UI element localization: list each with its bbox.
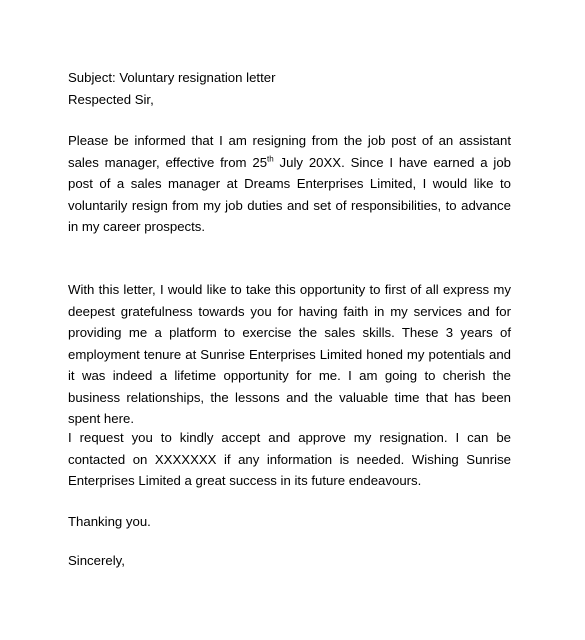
paragraph-1-text-b: July 20XX. Since I have earned a job post of a sales manager at Dreams Enterprises Limited, I would like to voluntarily resign from my job duties and set of responsibilities, to advance in my career prospects.	[68, 154, 511, 234]
salutation: Respected Sir,	[68, 91, 154, 107]
paragraph-3: I request you to kindly accept and approve my resignation. I can be contacted on XXXXXXX if any information is needed. Wishing Sunrise Enterprises Limited a great success in its future endeavours.	[68, 430, 511, 488]
thanks-line: Thanking you.	[68, 514, 151, 529]
letter-header	[68, 67, 511, 110]
paragraph-1	[68, 130, 511, 238]
subject-line: Subject: Voluntary resignation letter	[68, 70, 276, 85]
closing-line: Sincerely,	[68, 553, 125, 568]
paragraph-2: With this letter, I would like to take this opportunity to first of all express my deepest gratefulness towards you for having faith in my services and for providing me a platform to exercise the sales skills. These 3 years of employment tenure at Sunrise Enterprises Limited honed my potentials and it was indeed a lifetime opportunity for me. I am going to cherish the business relationships, the lessons and the valuable time that has been spent here.	[68, 282, 511, 426]
date-ordinal-suffix: th	[267, 154, 274, 164]
paragraph-1-text-a: Please be informed that I am resigning from the job post of an assistant sales manager, effective from 25	[68, 133, 511, 170]
